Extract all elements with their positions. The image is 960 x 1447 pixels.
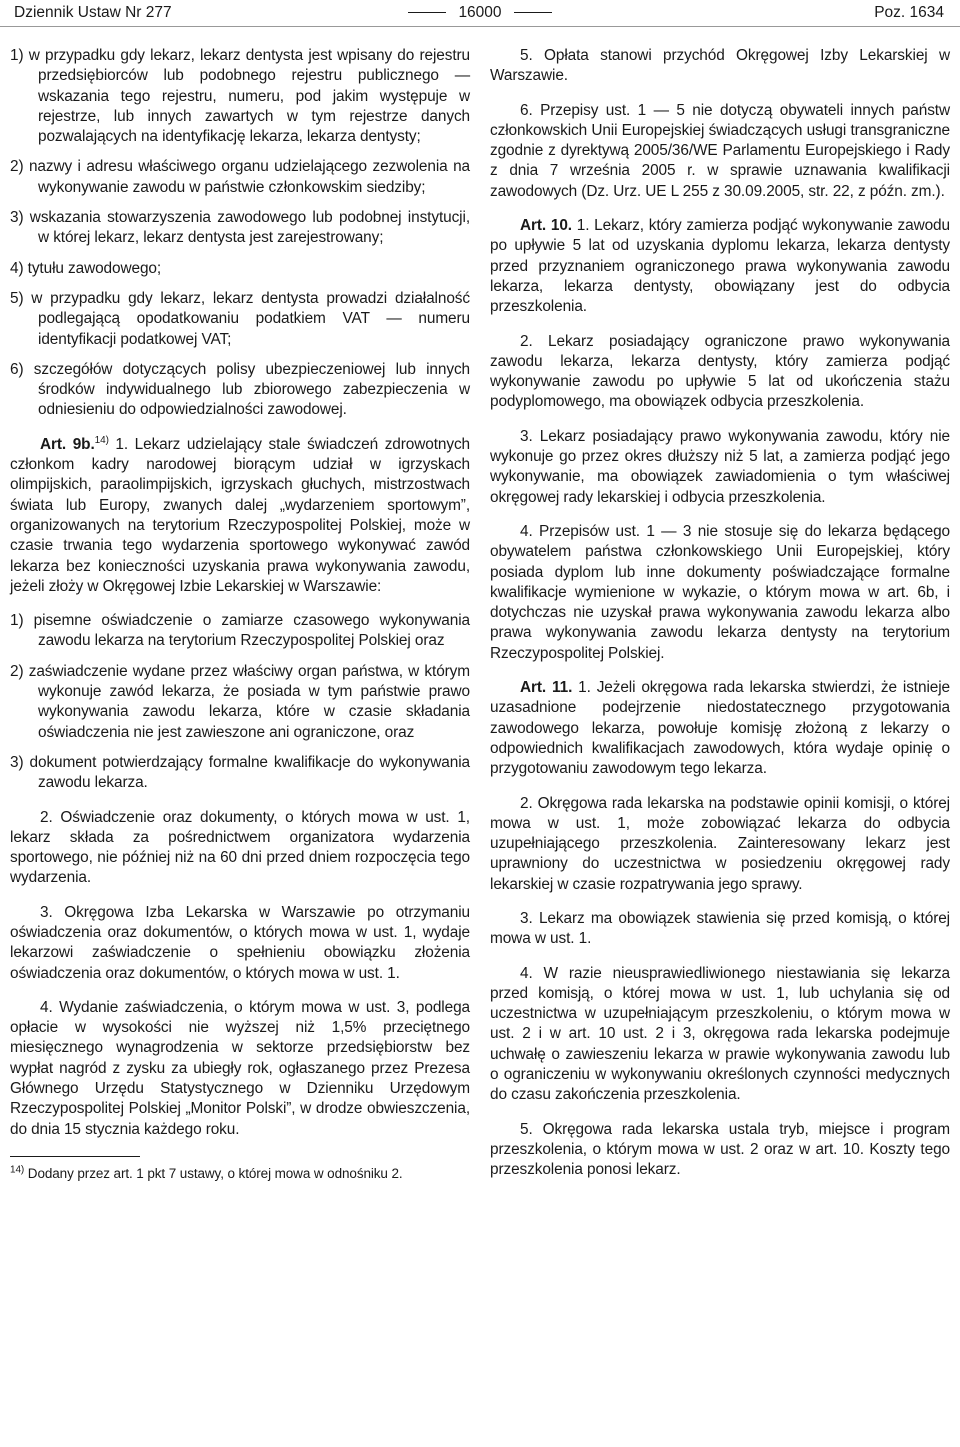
header-rule <box>0 26 960 27</box>
art11-section-3: 3. Lekarz ma obowiązek stawienia się przed komisją, o której mowa w ust. 1. <box>490 909 950 948</box>
art9b-item-1: 1) pisemne oświadczenie o zamiarze czasowego wykonywania zawodu lekarza na terytorium Rzeczypospolitej Polskiej oraz <box>10 612 470 650</box>
dash-left <box>408 12 446 13</box>
article-10-label: Art. 10. <box>520 217 572 235</box>
footnote <box>10 1165 470 1182</box>
position-number: Poz. 1634 <box>874 4 944 21</box>
art9b-section-6: 6. Przepisy ust. 1 — 5 nie dotyczą obywateli innych państw członkowskich Unii Europejskiej świadczących usługi transgraniczne zgodnie z dyrektywą 2005/36/WE Parlamentu Europejskiego i Rady z dnia 7 września 2005 r. w sprawie uznawania kwalifikacji zawodowych (Dz. Urz. UE L 255 z 30.09.2005, str. 22, z późn. zm.). <box>490 101 950 200</box>
list-item-1: 1) w przypadku gdy lekarz, lekarz dentysta jest wpisany do rejestru przedsiębiorców lub podobnego rejestru publicznego — wskazania tego rejestru, numeru, pod jakim występuje w rejestrze, lub innych zawartych w tym rejestrze danych pozwalających na identyfikację lekarza, lekarza dentysty; <box>10 47 470 146</box>
page-number-block <box>10 0 950 26</box>
art9b-section-5: 5. Opłata stanowi przychód Okręgowej Izby Lekarskiej w Warszawie. <box>490 47 950 85</box>
article-10-text: 1. Lekarz, który zamierza podjąć wykonywanie zawodu po upływie 5 lat od uzyskania dyplomu lekarza, lekarza dentysty przed przyznaniem ograniczonego prawa wykonywania zawodu lekarza, lekarza dentysty, obowiązany jest do odbycia przeszkolenia. <box>490 217 950 316</box>
art11-section-2: 2. Okręgowa rada lekarska na podstawie opinii komisji, o której mowa w ust. 1, może zobowiązać lekarza do odbycia uzupełniającego przeszkolenia. Zainteresowany lekarz jest uprawniony do uczestnictwa w posiedzeniu okręgowej rady lekarskiej w czasie rozpatrywania jego sprawy. <box>490 794 950 893</box>
art9b-section-2: 2. Oświadczenie oraz dokumenty, o których mowa w ust. 1, lekarz składa za pośrednictwem organizatora wydarzenia sportowego, nie później niż na 60 dni przed dniem rozpoczęcia tego wydarzenia. <box>10 808 470 887</box>
art9b-item-2: 2) zaświadczenie wydane przez właściwy organ państwa, w którym wykonuje zawód lekarza, że posiada w tym państwie prawo wykonywania zawodu lekarza, które w czasie składania oświadczenia nie jest zawieszone ani ograniczone, oraz <box>10 662 470 741</box>
footnote-rule <box>10 1156 140 1157</box>
page-number: 16000 <box>458 4 502 21</box>
art11-section-5: 5. Okręgowa rada lekarska ustala tryb, miejsce i program przeszkolenia, o którym mowa w ust. 2 oraz w art. 10. Koszty tego przeszkolenia ponosi lekarz. <box>490 1120 950 1179</box>
article-9b-label: Art. 9b. <box>40 435 95 453</box>
art10-section-3: 3. Lekarz posiadający prawo wykonywania zawodu, który nie wykonuje go przez okres dłuższy niż 5 lat, a zamierza podjąć jego wykonywanie, ma obowiązek zawiadomienia o tym właściwej okręgowej rady lekarskiej i odbycia przeszkolenia. <box>490 427 950 506</box>
page-header <box>10 0 950 26</box>
footnote-mark: 14) <box>10 1164 25 1176</box>
footnote-text: Dodany przez art. 1 pkt 7 ustawy, o której mowa w odnośniku 2. <box>24 1165 403 1181</box>
right-column <box>490 46 950 1195</box>
article-9b-text: 1. Lekarz udzielający stale świadczeń zdrowotnych członkom kadry narodowej biorącym udział w igrzyskach olimpijskich, paraolimpijskich, igrzyskach głuchych, mistrzostwach świata lub Europy, zwanych dalej „wydarzeniem sportowym”, organizowanych na terytorium Rzeczypospolitej Polskiej, może w czasie trwania tego wydarzenia sportowego wykonywać zawód lekarza bez konieczności uzyskania prawa wykonywania zawodu, jeżeli złoży w Okręgowej Izbie Lekarskiej w Warszawie: <box>10 435 470 595</box>
list-item-2: 2) nazwy i adresu właściwego organu udzielającego zezwolenia na wykonywanie zawodu w państwie członkowskim siedziby; <box>10 158 470 196</box>
art9b-section-3: 3. Okręgowa Izba Lekarska w Warszawie po otrzymaniu oświadczenia oraz dokumentów, o których mowa w ust. 1, wydaje lekarzowi zaświadczenie o spełnieniu obowiązku złożenia oświadczenia oraz dokumentów, o których mowa w ust. 1. <box>10 903 470 982</box>
two-column-body <box>10 46 950 1195</box>
footnote-ref: 14) <box>94 434 109 446</box>
art10-section-4: 4. Przepisów ust. 1 — 3 nie stosuje się do lekarza będącego obywatelem państwa członkowskiego Unii Europejskiej, który posiada dyplom lub inne dokumenty poświadczające formalne kwalifikacje wymienione w wykazie, o którym mowa w art. 6b, i dotychczas nie uzyskał prawa wykonywania zawodu lekarza albo prawa wykonywania zawodu lekarza dentysty na terytorium Rzeczypospolitej Polskiej. <box>490 522 950 662</box>
dash-right <box>514 12 552 13</box>
list-item-6: 6) szczegółów dotyczących polisy ubezpieczeniowej lub innych środków indywidualnego lub zbiorowego zabezpieczenia w odniesieniu do odpowiedzialności zawodowej. <box>10 360 470 419</box>
art9b-section-4: 4. Wydanie zaświadczenia, o którym mowa w ust. 3, podlega opłacie w wysokości nie wyższej niż 1,5% przeciętnego miesięcznego wynagrodzenia w sektorze przedsiębiorstw bez wypłat nagród z zysku za ubiegły rok, ogłaszanego przez Prezesa Głównego Urzędu Statystycznego w Dzienniku Urzędowym Rzeczypospolitej Polskiej „Monitor Polski”, w drodze obwieszczenia, do dnia 15 stycznia każdego roku. <box>10 998 470 1138</box>
article-11-text: 1. Jeżeli okręgowa rada lekarska stwierdzi, że istnieje uzasadnione podejrzenie niedostatecznego przygotowania zawodowego lekarza, powołuje komisję złożoną z lekarzy o odpowiednich kwalifikacjach zawodowych, która wydaje opinię o przygotowaniu zawodowym tego lekarza. <box>490 679 950 778</box>
art11-section-4: 4. W razie nieusprawiedliwionego niestawiania się lekarza przed komisją, o której mowa w ust. 1, lub uchylania się od uczestnictwa w uzupełniającym przeszkoleniu, o którym mowa w ust. 2 i w art. 10 ust. 2 i 3, okręgowa rada lekarska podejmuje uchwałę o zawieszeniu lekarza w prawie wykonywania zawodu lub o ograniczeniu w wykonywaniu określonych czynności medycznych do czasu zakończenia przeszkolenia. <box>490 964 950 1104</box>
article-9b <box>10 435 470 597</box>
art10-section-2: 2. Lekarz posiadający ograniczone prawo wykonywania zawodu lekarza, lekarza dentysty, który zamierza podjąć wykonywanie zawodu po upływie 5 lat od ukończenia stażu podyplomowego, ma obowiązek odbycia przeszkolenia. <box>490 332 950 411</box>
journal-title: Dziennik Ustaw Nr 277 <box>14 4 172 21</box>
left-column <box>10 46 470 1195</box>
article-11 <box>490 678 950 779</box>
list-item-3: 3) wskazania stowarzyszenia zawodowego lub podobnej instytucji, w której lekarz, lekarz dentysta jest zarejestrowany; <box>10 209 470 247</box>
article-10 <box>490 216 950 317</box>
list-item-4: 4) tytułu zawodowego; <box>10 259 162 277</box>
article-11-label: Art. 11. <box>520 679 573 697</box>
art9b-item-3: 3) dokument potwierdzający formalne kwalifikacje do wykonywania zawodu lekarza. <box>10 753 470 792</box>
list-item-5: 5) w przypadku gdy lekarz, lekarz dentysta prowadzi działalność podlegającą opodatkowaniu podatkiem VAT — numeru identyfikacji podatkowej VAT; <box>10 289 470 348</box>
